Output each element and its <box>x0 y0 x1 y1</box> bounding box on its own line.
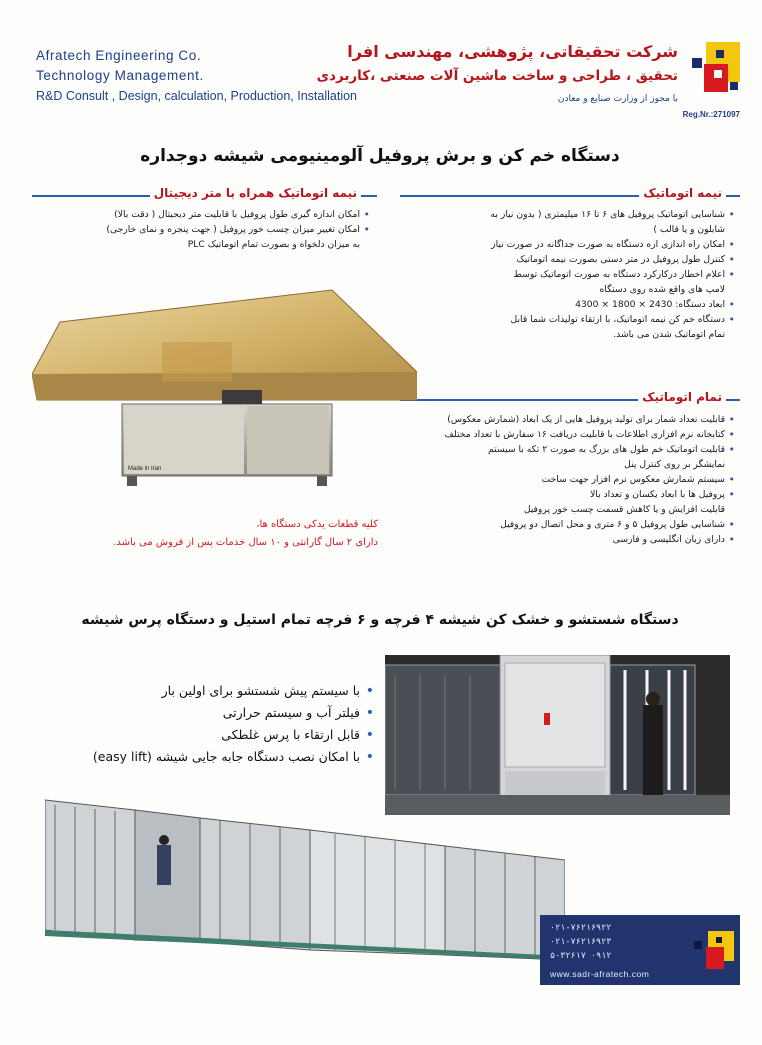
section-full-auto-header <box>400 390 740 408</box>
phone-3: ۰۹۱۲ ۵۰۳۲۶۱۷ <box>550 951 612 961</box>
page-title: دستگاه خم کن و برش پروفیل آلومینیومی شیشه دوجداره <box>140 146 620 166</box>
semi-auto-list <box>420 207 735 342</box>
list-item: نمایشگر بر روی کنترل پنل <box>624 459 725 470</box>
section-semi-auto-title: نیمه اتوماتیک <box>639 186 726 200</box>
list-item: • دستگاه خم کن نیمه اتوماتیک، با ارتقاء تولیدات شما قابل <box>420 312 735 327</box>
list-item: • با سیستم پیش شستشو برای اولین بار <box>24 680 374 702</box>
fa-subtitle: تحقیق ، طراحی و ساخت ماشین آلات صنعتی ،کاربردی <box>316 68 678 84</box>
section-full-auto-title: تمام اتوماتیک <box>638 390 726 404</box>
website-link[interactable]: www.sadr-afratech.com <box>550 969 650 979</box>
list-item: • امکان اندازه گیری طول پروفیل با قابلیت متر دیجیتال ( دقت بالا) <box>40 207 370 222</box>
phone-1: ۰۲۱-۷۶۲۱۶۹۲۲ <box>550 923 612 933</box>
list-item: • کتابخانه نرم افزاری اطلاعات با قابلیت دریافت ۱۶ سفارش با تعداد مختلف <box>405 427 735 442</box>
registration-number: Reg.Nr.:271097 <box>682 110 740 119</box>
list-item: • سیستم شمارش معکوس نرم افزار جهت ساخت <box>405 472 735 487</box>
washer-line-cad-render <box>45 790 565 960</box>
list-item: • دارای زبان انگلیسی و فارسی <box>405 532 735 547</box>
list-item: شابلون و یا قالب ) <box>653 224 725 235</box>
fa-license: با مجوز از وزارت صنایع و معادن <box>557 94 678 104</box>
list-item: قابلیت افزایش و یا کاهش قسمت چسب خور پروفیل <box>523 504 725 515</box>
list-item: • قابلیت اتوماتیک خم طول های بزرگ به صورت ۲ تکه با سیستم <box>405 442 735 457</box>
section-semi-auto-digital-title: نیمه اتوماتیک همراه با متر دیجیتال <box>150 186 361 200</box>
list-item: • اعلام اخطار درکارکرد دستگاه به صورت اتوماتیک توسط <box>420 267 735 282</box>
warranty-line1: کلیه قطعات یدکی دستگاه ها، <box>256 519 378 530</box>
en-services: R&D Consult , Design, calculation, Production, Installation <box>36 89 357 103</box>
afratech-logo-icon <box>692 42 740 104</box>
section-semi-auto-header <box>400 186 740 204</box>
list-item: تمام اتوماتیک شدن می باشد. <box>613 329 725 340</box>
list-item: لامپ های واقع شده روی دستگاه <box>599 284 725 295</box>
phone-2: ۰۲۱-۷۶۲۱۶۹۲۳ <box>550 937 612 947</box>
header <box>28 36 740 126</box>
list-item: • قابل ارتقاء با پرس غلطکی <box>24 724 374 746</box>
fa-company-name: شرکت تحقیقاتی، پژوهشی، مهندسی افرا <box>347 42 678 61</box>
made-in-iran-label: Made in Iran <box>128 466 162 472</box>
afratech-logo-small-icon <box>694 931 734 977</box>
contact-box <box>540 915 740 985</box>
list-item: • با امکان نصب دستگاه جابه جایی شیشه (easy lift) <box>24 746 374 768</box>
en-tagline: Technology Management. <box>36 68 204 83</box>
washer-section-title: دستگاه شستشو و خشک کن شیشه ۴ فرچه و ۶ فرچه تمام استیل و دستگاه پرس شیشه <box>81 612 679 628</box>
list-item: به میزان دلخواه و بصورت تمام اتوماتیک PLC <box>187 239 360 250</box>
list-item: • شناسایی طول پروفیل ۵ و ۶ متری و محل اتصال دو پروفیل <box>405 517 735 532</box>
list-item: • قابلیت تعداد شمار برای تولید پروفیل هایی از یک ابعاد (شمارش معکوس) <box>405 412 735 427</box>
list-item: • ابعاد دستگاه: 2430 × 1800 × 4300 <box>420 297 735 312</box>
full-auto-list <box>405 412 735 547</box>
list-item: • فیلتر آب و سیستم حرارتی <box>24 702 374 724</box>
en-company-name: Afratech Engineering Co. <box>36 48 202 63</box>
section-semi-auto-digital-header <box>32 186 377 204</box>
bending-machine-photo <box>32 282 417 492</box>
list-item: • شناسایی اتوماتیک پروفیل های ۶ تا ۱۶ میلیمتری ( بدون نیاز به <box>420 207 735 222</box>
list-item: • کنترل طول پروفیل در متر دستی بصورت نیمه اتوماتیک <box>420 252 735 267</box>
washer-features-list <box>24 680 374 768</box>
list-item: • امکان راه اندازی اره دستگاه به صورت جداگانه در صورت نیاز <box>420 237 735 252</box>
list-item: • پروفیل ها با ابعاد یکسان و تعداد بالا <box>405 487 735 502</box>
warranty-note <box>38 516 378 552</box>
warranty-line2: دارای ۲ سال گارانتی و ۱۰ سال خدمات پس از فروش می باشد. <box>113 537 378 548</box>
semi-auto-digital-list <box>40 207 370 252</box>
list-item: • امکان تغییر میزان چسب خور پروفیل ( جهت پنجره و نمای خارجی) <box>40 222 370 237</box>
